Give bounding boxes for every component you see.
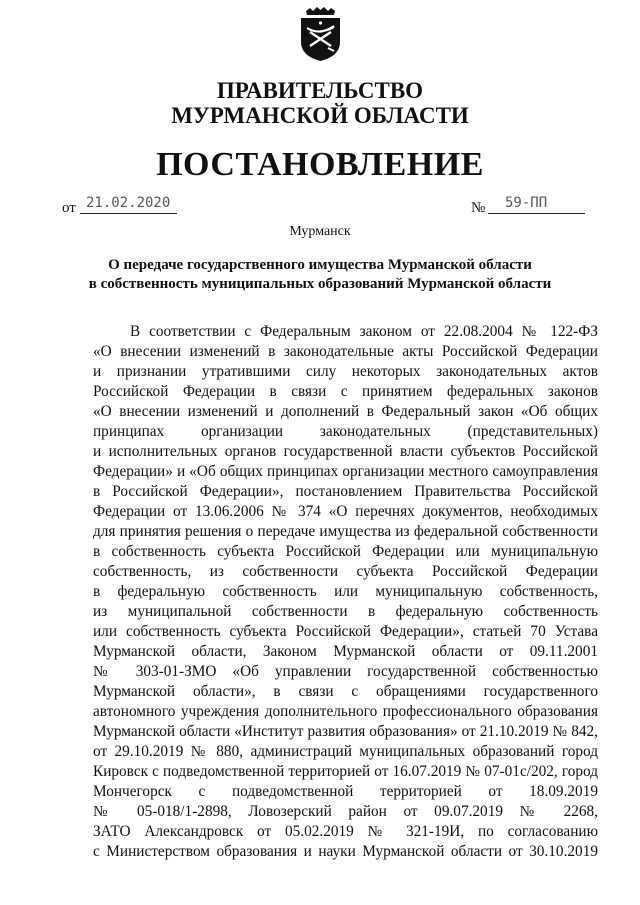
body-line: в Российской Федерации», постановлением Правительства Российской bbox=[93, 483, 598, 500]
subject-line-1: О передаче государственного имущества Мурманской области bbox=[108, 257, 532, 273]
body-line: в федеральную собственность или муниципальную собственность, bbox=[93, 583, 598, 600]
body-line: В соответствии с Федеральным законом от 22.08.2004 № 122-ФЗ bbox=[130, 323, 598, 340]
body-line: в собственность субъекта Российской Федерации или муниципальную bbox=[93, 543, 598, 560]
coat-of-arms-emblem bbox=[298, 6, 343, 62]
body-line: автономного учреждения дополнительного профессионального образования bbox=[93, 703, 598, 720]
document-number: 59-ПП bbox=[505, 195, 548, 211]
body-line: Мурманской области», в связи с обращениями государственного bbox=[93, 683, 598, 700]
number-prefix: № bbox=[471, 200, 486, 216]
body-line: принципах организации законодательных (представительных) bbox=[93, 423, 598, 440]
body-line: Российской Федерации в связи с принятием федеральных законов bbox=[93, 383, 598, 400]
body-line: № 05-018/1-2898, Ловозерский район от 09.07.2019 № 2268, bbox=[93, 803, 598, 820]
body-line: «О внесении изменений и дополнений в Федеральный закон «Об общих bbox=[93, 403, 598, 420]
city-name: Мурманск bbox=[289, 224, 351, 239]
body-line: и признании утратившими силу некоторых законодательных актов bbox=[93, 363, 598, 380]
subject-line-2: в собственность муниципальных образований Мурманской области bbox=[88, 276, 552, 292]
organization-title-line-2: МУРМАНСКОЙ ОБЛАСТИ bbox=[171, 103, 469, 128]
organization-title-line-1: ПРАВИТЕЛЬСТВО bbox=[216, 78, 424, 103]
body-line: Мончегорск с подведомственной территорией от 18.09.2019 bbox=[93, 783, 598, 800]
date-underline bbox=[80, 213, 177, 214]
body-line: и исполнительных органов государственной власти субъектов Российской bbox=[93, 443, 598, 460]
body-line: Мурманской области, Законом Мурманской области от 09.11.2001 bbox=[93, 643, 598, 660]
body-line: с Министерством образования и науки Мурманской области от 30.10.2019 bbox=[93, 843, 598, 860]
body-line: «О внесении изменений в законодательные акты Российской Федерации bbox=[93, 343, 598, 360]
number-underline bbox=[488, 213, 585, 214]
body-line: Федерации от 13.06.2006 № 374 «О перечнях документов, необходимых bbox=[93, 503, 598, 520]
body-line: из муниципальной собственности в федеральную собственность bbox=[93, 603, 598, 620]
body-line: или собственность субъекта Российской Федерации», статьей 70 Устава bbox=[93, 623, 598, 640]
body-line: от 29.10.2019 № 880, администраций муниципальных образований город bbox=[93, 743, 598, 760]
body-line: Кировск с подведомственной территорией от 16.07.2019 № 07-01с/202, город bbox=[93, 763, 598, 780]
body-line: Мурманской области «Институт развития образования» от 21.10.2019 № 842, bbox=[93, 723, 598, 740]
body-line: собственность, из собственности субъекта Российской Федерации bbox=[93, 563, 598, 580]
date-prefix: от bbox=[62, 200, 76, 216]
body-line: № 303-01-ЗМО «Об управлении государственной собственностью bbox=[93, 663, 598, 680]
body-line: для принятия решения о передаче имущества из федеральной собственности bbox=[93, 523, 598, 540]
document-type-title: ПОСТАНОВЛЕНИЕ bbox=[156, 146, 484, 183]
body-line: Федерации» и «Об общих принципах организации местного самоуправления bbox=[93, 463, 598, 480]
body-line: ЗАТО Александровск от 05.02.2019 № 321-19И, по согласованию bbox=[93, 823, 598, 840]
document-date: 21.02.2020 bbox=[86, 195, 171, 211]
